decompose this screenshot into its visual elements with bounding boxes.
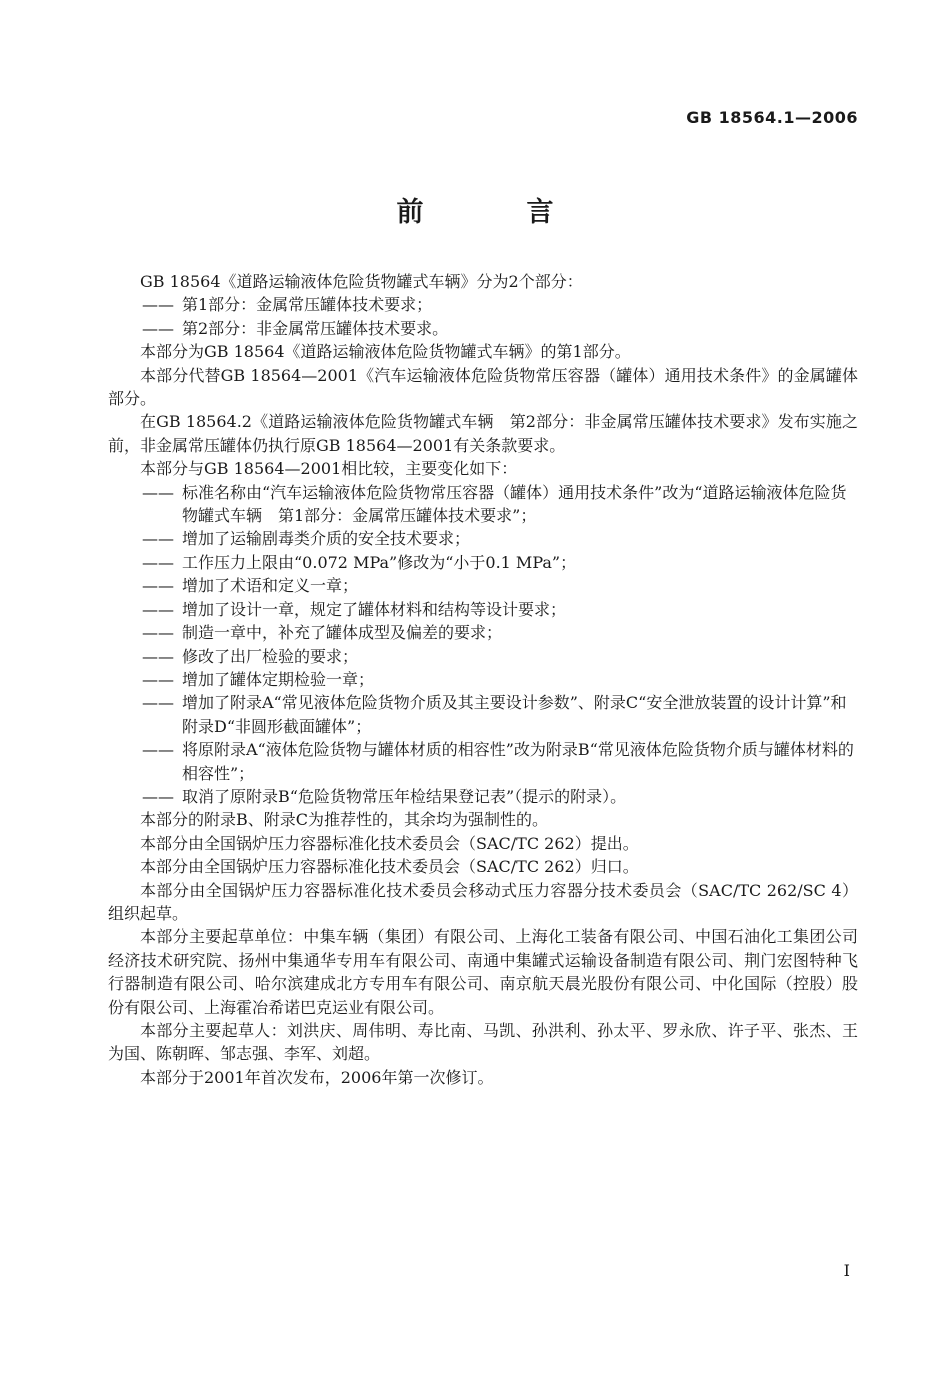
list-dash: —— (142, 295, 174, 315)
list-item-text: 修改了出厂检验的要求； (182, 646, 359, 666)
list-dash: —— (142, 786, 174, 806)
paragraph: 本部分由全国锅炉压力容器标准化技术委员会（SAC/TC 262）提出。 (140, 833, 639, 853)
list-item-text: 取消了原附录B“危险货物常压年检结果登记表”（提示的附录）。 (182, 786, 627, 806)
list-dash: —— (142, 576, 174, 596)
list-item (108, 785, 858, 808)
paragraph: GB 18564《道路运输液体危险货物罐式车辆》分为2个部分： (140, 272, 583, 291)
paragraph: 本部分主要起草人：刘洪庆、周伟明、寿比南、马凯、孙洪利、孙太平、罗永欣、许子平、张杰、王为国、陈朝晖、邹志强、李军、刘超。 (108, 1021, 858, 1064)
list-item (108, 691, 858, 738)
foreword-body (108, 270, 858, 1089)
list-dash: —— (142, 482, 174, 502)
list-item-text: 第2部分：非金属常压罐体技术要求。 (182, 318, 449, 338)
list-item (108, 293, 858, 316)
list-item-text: 增加了罐体定期检验一章； (182, 669, 375, 689)
list-item (108, 645, 858, 668)
paragraph: 本部分由全国锅炉压力容器标准化技术委员会移动式压力容器分技术委员会（SAC/TC 262/SC 4）组织起草。 (108, 880, 858, 923)
list-item-text: 工作压力上限由“0.072 MPa”修改为“小于0.1 MPa”； (182, 552, 577, 572)
list-item (108, 551, 858, 574)
list-item-text: 第1部分：金属常压罐体技术要求； (182, 295, 433, 315)
list-item-text: 将原附录A“液体危险货物与罐体材质的相容性”改为附录B“常见液体危险货物介质与罐体材料的相容性”； (182, 740, 854, 783)
list-item-text: 标准名称由“汽车运输液体危险货物常压容器（罐体）通用技术条件”改为“道路运输液体危险货物罐式车辆 第1部分：金属常压罐体技术要求”； (182, 482, 847, 526)
list-item (108, 574, 858, 597)
list-item (108, 481, 858, 528)
list-dash: —— (142, 646, 174, 666)
list-item-text: 增加了附录A“常见液体危险货物介质及其主要设计参数”、附录C“安全泄放装置的设计计算”和附录D“非圆形截面罐体”； (182, 693, 847, 736)
paragraph: 在GB 18564.2《道路运输液体危险货物罐式车辆 第2部分：非金属常压罐体技术要求》发布实施之前，非金属常压罐体仍执行原GB 18564—2001有关条款要求。 (108, 412, 858, 455)
list-dash: —— (142, 623, 174, 643)
list-item (108, 598, 858, 621)
page-number: I (843, 1261, 850, 1280)
paragraph: 本部分为GB 18564《道路运输液体危险货物罐式车辆》的第1部分。 (140, 342, 631, 362)
list-dash: —— (142, 599, 174, 619)
list-item-text: 增加了运输剧毒类介质的安全技术要求； (182, 529, 471, 549)
standard-code: GB 18564.1—2006 (686, 108, 858, 127)
list-item-text: 增加了术语和定义一章； (182, 576, 359, 596)
list-item-text: 增加了设计一章，规定了罐体材料和结构等设计要求； (182, 599, 567, 619)
list-dash: —— (142, 740, 174, 760)
list-item-text: 制造一章中，补充了罐体成型及偏差的要求； (182, 623, 503, 643)
list-dash: —— (142, 552, 174, 572)
page-title: 前 言 (396, 197, 592, 228)
list-dash: —— (142, 669, 174, 689)
list-item (108, 738, 858, 785)
paragraph: 本部分由全国锅炉压力容器标准化技术委员会（SAC/TC 262）归口。 (140, 857, 639, 877)
paragraph: 本部分于2001年首次发布，2006年第一次修订。 (140, 1067, 494, 1087)
list-item (108, 527, 858, 550)
list-item (108, 668, 858, 691)
paragraph: 本部分的附录B、附录C为推荐性的，其余均为强制性的。 (140, 810, 549, 830)
list-dash: —— (142, 318, 174, 338)
list-dash: —— (142, 693, 174, 713)
paragraph: 本部分与GB 18564—2001相比较，主要变化如下： (140, 459, 518, 479)
list-dash: —— (142, 529, 174, 549)
paragraph: 本部分主要起草单位：中集车辆（集团）有限公司、上海化工装备有限公司、中国石油化工集团公司经济技术研究院、扬州中集通华专用车有限公司、南通中集罐式运输设备制造有限公司、荆门宏图特种飞行器制造有限公司、哈尔滨建成北方专用车有限公司、南京航天晨光股份有限公司、中化国际（控股）股份有限公司、上海霍冶希诺巴克运业有限公司。 (108, 927, 858, 1017)
list-item (108, 317, 858, 340)
list-item (108, 621, 858, 644)
paragraph: 本部分代替GB 18564—2001《汽车运输液体危险货物常压容器（罐体）通用技术条件》的金属罐体部分。 (108, 365, 858, 409)
